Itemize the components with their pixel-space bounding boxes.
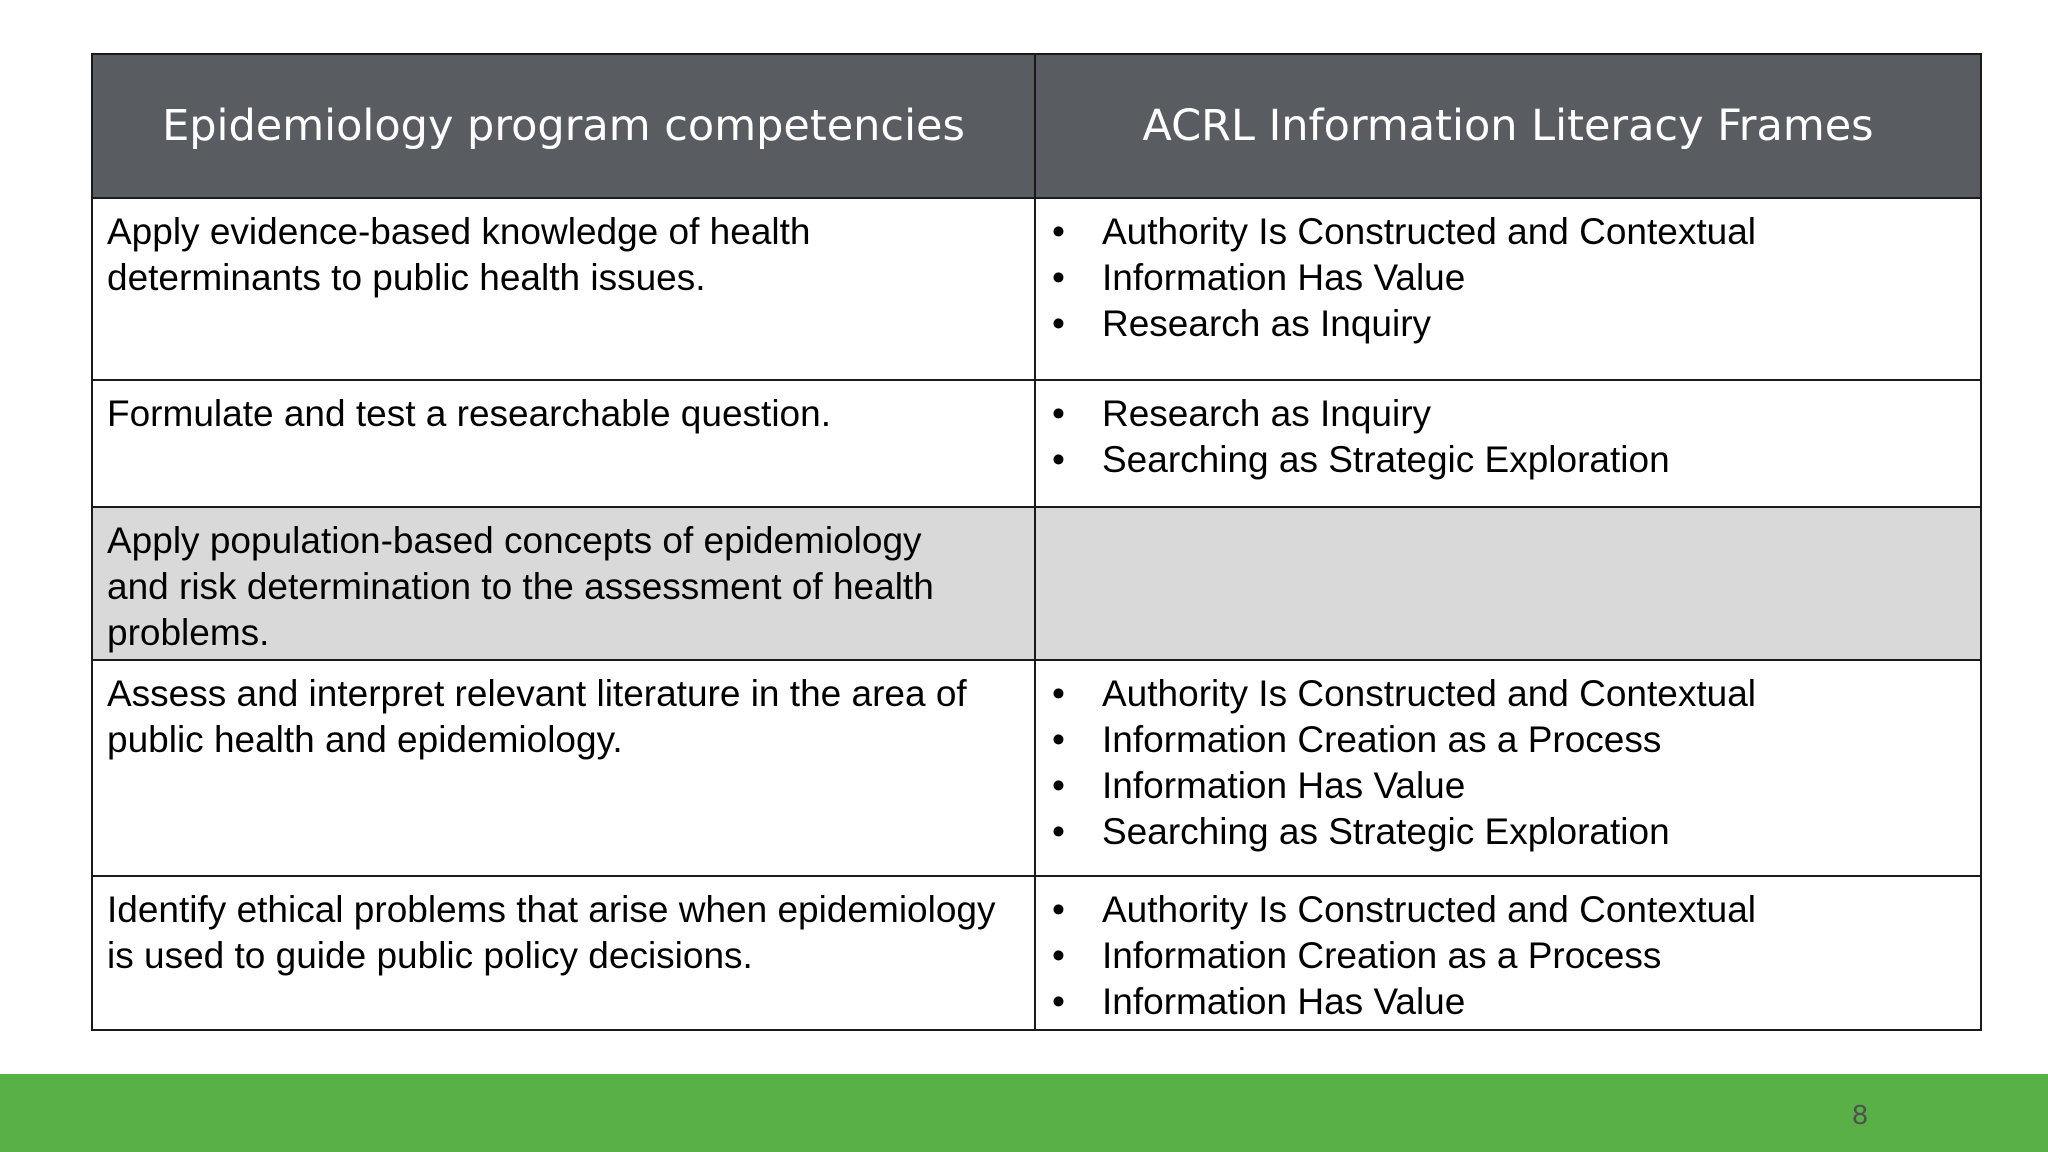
frame-label: Searching as Strategic Exploration	[1102, 811, 1670, 852]
bullet-icon: •	[1052, 811, 1065, 852]
table-row	[92, 876, 1981, 1030]
frame-label: Authority Is Constructed and Contextual	[1102, 673, 1757, 714]
table-row	[92, 198, 1981, 380]
frame-item	[1052, 717, 1970, 763]
frame-item	[1052, 391, 1970, 437]
competency-cell	[92, 507, 1035, 660]
page-number: 8	[1852, 1099, 1868, 1130]
frame-label: Authority Is Constructed and Contextual	[1102, 211, 1757, 252]
frame-label: Searching as Strategic Exploration	[1102, 439, 1670, 480]
header-acrl-frames: ACRL Information Literacy Frames	[1035, 54, 1981, 198]
bullet-icon: •	[1052, 981, 1065, 1022]
frame-label: Research as Inquiry	[1102, 393, 1432, 434]
frame-label: Authority Is Constructed and Contextual	[1102, 889, 1757, 930]
frame-label: Information Creation as a Process	[1102, 935, 1662, 976]
frame-label: Information Creation as a Process	[1102, 719, 1662, 760]
frame-label: Information Has Value	[1102, 765, 1466, 806]
competency-text: Apply evidence-based knowledge of health determinants to public health issues.	[107, 211, 811, 298]
bullet-icon: •	[1052, 257, 1065, 298]
competency-cell	[92, 660, 1035, 876]
bullet-icon: •	[1052, 303, 1065, 344]
frames-cell	[1035, 380, 1981, 507]
frame-label: Information Has Value	[1102, 257, 1466, 298]
frame-label: Research as Inquiry	[1102, 303, 1432, 344]
frame-item	[1052, 437, 1970, 483]
bullet-icon: •	[1052, 439, 1065, 480]
table-row	[92, 380, 1981, 507]
bullet-icon: •	[1052, 935, 1065, 976]
frame-item	[1052, 255, 1970, 301]
frame-item	[1052, 763, 1970, 809]
frame-item	[1052, 809, 1970, 855]
frame-label: Information Has Value	[1102, 981, 1466, 1022]
frames-list	[1036, 661, 1980, 855]
footer-bar	[0, 1074, 2048, 1152]
frame-item	[1052, 887, 1970, 933]
table-row	[92, 660, 1981, 876]
frames-list	[1036, 877, 1980, 1025]
frame-item	[1052, 301, 1970, 347]
bullet-icon: •	[1052, 211, 1065, 252]
competency-text: Formulate and test a researchable question.	[107, 393, 831, 434]
frames-cell-empty	[1035, 507, 1981, 660]
competency-cell	[92, 380, 1035, 507]
bullet-icon: •	[1052, 673, 1065, 714]
competency-cell	[92, 876, 1035, 1030]
frames-list	[1036, 199, 1980, 347]
frame-item	[1052, 979, 1970, 1025]
table-row-shaded	[92, 507, 1981, 660]
competency-cell	[92, 198, 1035, 380]
frame-item	[1052, 933, 1970, 979]
bullet-icon: •	[1052, 393, 1065, 434]
frames-cell	[1035, 198, 1981, 380]
frame-item	[1052, 671, 1970, 717]
frames-list	[1036, 381, 1980, 483]
frame-item	[1052, 209, 1970, 255]
bullet-icon: •	[1052, 889, 1065, 930]
bullet-icon: •	[1052, 719, 1065, 760]
competency-frames-table	[91, 53, 1982, 1031]
competency-text: Assess and interpret relevant literature in the area of public health and epidemiology.	[107, 673, 967, 760]
bullet-icon: •	[1052, 765, 1065, 806]
competency-text: Identify ethical problems that arise when epidemiology is used to guide public policy decisions.	[107, 889, 996, 976]
frames-cell	[1035, 876, 1981, 1030]
frames-cell	[1035, 660, 1981, 876]
table-header-row	[92, 54, 1981, 198]
competency-text: Apply population-based concepts of epidemiology and risk determination to the assessment of health problems.	[107, 520, 934, 653]
header-competencies: Epidemiology program competencies	[92, 54, 1035, 198]
